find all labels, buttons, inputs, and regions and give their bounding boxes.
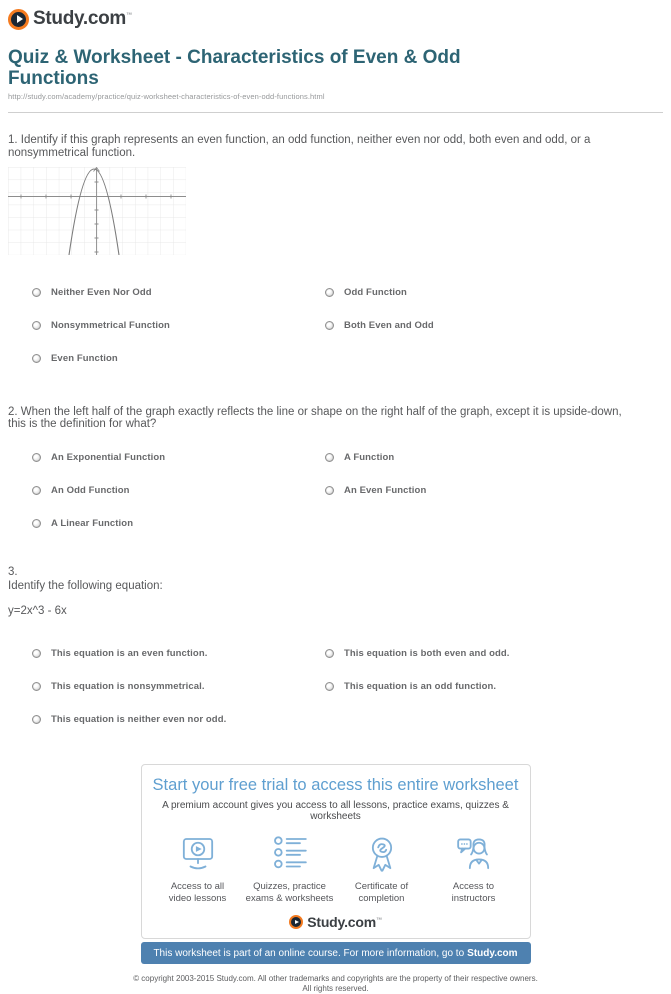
question-3-options: [8, 648, 663, 725]
feature-label: Access to instructors: [451, 881, 496, 905]
radio-button[interactable]: [32, 519, 41, 528]
certificate-icon: [362, 834, 402, 874]
radio-button[interactable]: [32, 486, 41, 495]
play-circle-icon: [8, 9, 29, 30]
radio-button[interactable]: [32, 715, 41, 724]
feature-list: [152, 834, 520, 905]
divider: [8, 112, 663, 113]
radio-button[interactable]: [32, 321, 41, 330]
question-1: [8, 134, 663, 364]
feature-video-lessons: [152, 834, 244, 905]
free-trial-promo: [141, 764, 531, 964]
radio-button[interactable]: [325, 486, 334, 495]
option-neither-even-nor-odd: Neither Even Nor Odd: [32, 287, 325, 298]
question-1-text: 1. Identify if this graph represents an even function, an odd function, neither even nor odd, both even and odd, or a nonsymmetrical function.: [8, 134, 591, 159]
banner-study-com-link[interactable]: Study.com: [467, 947, 518, 959]
radio-button[interactable]: [32, 649, 41, 658]
radio-button[interactable]: [32, 453, 41, 462]
banner-text: This worksheet is part of an online course. For more information, go to: [153, 947, 465, 959]
option-odd-function: This equation is an odd function.: [325, 681, 510, 692]
logo-text: Study.com™: [33, 8, 132, 29]
option-both-even-and-odd: This equation is both even and odd.: [325, 648, 510, 659]
option-even-function: This equation is an even function.: [32, 648, 325, 659]
feature-label: Access to all video lessons: [168, 881, 227, 905]
feature-label: Certificate of completion: [354, 881, 409, 905]
question-3-equation: y=2x^3 - 6x: [8, 605, 67, 618]
copyright-notice: © copyright 2003-2015 Study.com. All other trademarks and copyrights are the property of their respective owners. All rights reserved.: [133, 974, 538, 994]
feature-label: Quizzes, practice exams & worksheets: [245, 881, 334, 905]
radio-button[interactable]: [325, 321, 334, 330]
video-lessons-icon: [178, 834, 218, 874]
option-neither-even-nor-odd: This equation is neither even nor odd.: [32, 714, 325, 725]
logo-text: Study.com™: [307, 914, 382, 931]
question-2: [8, 406, 663, 530]
page-url: http://study.com/academy/practice/quiz-worksheet-characteristics-of-even-odd-functions.html: [8, 92, 325, 101]
feature-certificate: [336, 834, 428, 905]
option-nonsymmetrical-function: Nonsymmetrical Function: [32, 320, 325, 331]
option-linear-function: A Linear Function: [32, 518, 325, 529]
promo-subheading: A premium account gives you access to all lessons, practice exams, quizzes & worksheets: [162, 800, 509, 823]
function-graph: [8, 167, 663, 260]
option-even-function: Even Function: [32, 353, 325, 364]
question-3-prompt: Identify the following equation:: [8, 580, 163, 593]
feature-instructors: [428, 834, 520, 905]
question-3-number: 3.: [8, 566, 18, 579]
radio-button[interactable]: [325, 288, 334, 297]
question-3: [8, 566, 663, 725]
study-com-logo[interactable]: [8, 8, 132, 30]
option-exponential-function: An Exponential Function: [32, 452, 325, 463]
option-both-even-and-odd: Both Even and Odd: [325, 320, 434, 331]
instructors-icon: [454, 834, 494, 874]
radio-button[interactable]: [32, 354, 41, 363]
course-info-banner: [141, 942, 531, 964]
radio-button[interactable]: [32, 288, 41, 297]
radio-button[interactable]: [325, 682, 334, 691]
option-nonsymmetrical: This equation is nonsymmetrical.: [32, 681, 325, 692]
quizzes-worksheets-icon: [270, 834, 310, 874]
radio-button[interactable]: [32, 682, 41, 691]
page-title: Quiz & Worksheet - Characteristics of Even & Odd Functions: [8, 47, 461, 89]
question-2-text: 2. When the left half of the graph exactly reflects the line or shape on the right half of the graph, except it is upside-down, this is the definition for what?: [8, 405, 622, 431]
radio-button[interactable]: [325, 649, 334, 658]
study-com-logo-footer[interactable]: [289, 914, 382, 930]
feature-quizzes-worksheets: [244, 834, 336, 905]
option-even-function: An Even Function: [325, 485, 426, 496]
option-odd-function: Odd Function: [325, 287, 434, 298]
play-circle-icon: [289, 915, 303, 929]
option-odd-function: An Odd Function: [32, 485, 325, 496]
option-a-function: A Function: [325, 452, 426, 463]
question-1-options: [8, 287, 663, 364]
radio-button[interactable]: [325, 453, 334, 462]
promo-heading: Start your free trial to access this entire worksheet: [152, 776, 519, 795]
question-2-options: [8, 452, 663, 529]
